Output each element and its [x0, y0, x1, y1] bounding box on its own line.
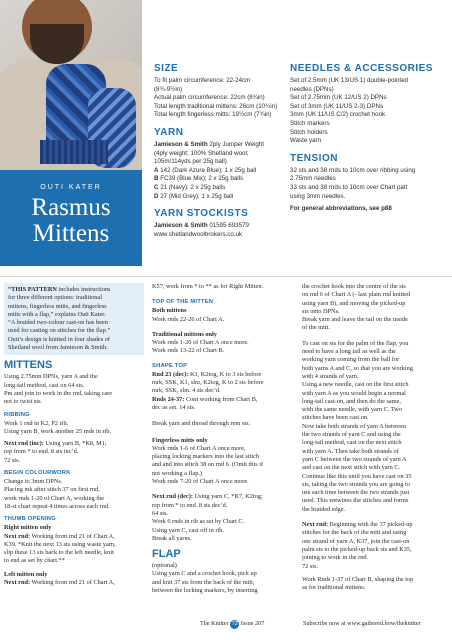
stockist-url[interactable]: www.shetlandwoolbrokers.co.uk: [154, 230, 243, 238]
intro-line: used for casting on stitches for the flap.”: [8, 327, 111, 335]
stockists-heading: YARN STOCKISTS: [154, 208, 249, 220]
body-line: working yarn coming from the ball for: [302, 356, 400, 364]
body-line: sts, taking the two strands you are going to: [302, 480, 410, 488]
yarn-line: 105m/114yds per 25g ball): [154, 158, 227, 166]
body-line: stitches have been cast on.: [302, 414, 369, 422]
needles-line: Set of 3mm (UK 11/US 2-3) DPNs: [290, 102, 384, 110]
intro-line: Shetland wool from Jamieson & Smith.: [8, 344, 108, 352]
body-line: [152, 493, 292, 501]
step-label: Rnds 24-37:: [152, 395, 185, 403]
size-section: [154, 64, 284, 120]
step-label: Next rnd:: [4, 532, 31, 540]
needles-section: [290, 64, 448, 146]
body-line: long-tail cast-on, and then do the same,: [302, 397, 401, 405]
yarn-color-line: [154, 184, 284, 193]
body-line: with 4 strands of yarn.: [302, 372, 359, 380]
body-line: To cast on sts for the palm of the flap, you: [302, 339, 409, 347]
yarn-heading: YARN: [154, 126, 184, 138]
body-line: between the locking markers, by inserting: [152, 587, 258, 595]
model-photo: [0, 0, 142, 170]
body-line: Work rnds 1-6 of Chart A once more,: [152, 444, 246, 452]
body-line: on rnd 6 of Chart A (- last plain rnd knitted: [302, 291, 411, 299]
body-line: 72 sts.: [302, 562, 319, 570]
left-mitten-label: Left mitten only: [4, 570, 48, 578]
pattern-title-line: Mittens: [32, 220, 110, 247]
body-line: Work rnds 13-22 of Chart B.: [152, 347, 225, 355]
body-line: and cast on the next stitch with yarn C.: [302, 464, 401, 472]
stockist-brand: Jamieson & Smith: [154, 222, 208, 230]
needles-line: Waste yarn: [290, 137, 322, 145]
size-line: (8¾-9½in): [154, 85, 183, 93]
body-line: [4, 533, 144, 541]
body-line: mrk, SSK, slm. 4 sts dec’d.: [152, 387, 221, 395]
body-line: sts onto DPNs.: [302, 307, 340, 315]
body-line: with yarn A as you would begin a normal: [302, 389, 406, 397]
body-line: Using yarn B, work another 25 rnds in rib.: [4, 427, 112, 435]
body-line: Work Rnds 1-37 of Chart B, shaping the top: [302, 575, 414, 583]
yarn-color-line: [154, 167, 284, 176]
size-line: Actual palm circumference: 22cm (8¾in): [154, 94, 265, 102]
body-line: Work rnds 7-20 of Chart A once more.: [152, 478, 249, 486]
body-line: one strand of yarn A, K37, join the cast-on: [302, 537, 410, 545]
body-line: need to have a long tail as well as the: [302, 348, 396, 356]
needles-line: Set of 2.75mm (UK 12/US 2) DPNs: [290, 94, 387, 102]
yarn-line-rest: 2ply Jumper Weight: [207, 140, 264, 148]
body-line: not working a flap.): [152, 469, 203, 477]
traditional-label: Traditional mittens only: [152, 330, 217, 338]
body-line: Using yarn C, cast off in rib.: [152, 526, 224, 534]
step-label: Next rnd (inc):: [4, 440, 44, 448]
body-line: (optional): [152, 562, 177, 570]
body-line: Using 2.75mm DPNs, yarn A and the: [4, 373, 98, 381]
body-line: Work rnds 22-26 of Chart A.: [152, 315, 225, 323]
intro-line: Outi’s design is knitted in four shades of: [8, 335, 110, 343]
body-line: 64 sts.: [152, 509, 169, 517]
intro-line: mitts with a flap,” explains Outi Kater.: [8, 310, 106, 318]
needles-tension-column: [290, 64, 448, 222]
step-label: Rnd 23 (dec):: [152, 370, 189, 378]
size-yarn-column: [154, 64, 284, 247]
pattern-title: [0, 195, 142, 247]
body-line: as for traditional mittens.: [302, 584, 366, 592]
intro-line: “A braided two-colour cast-on has been: [8, 319, 108, 327]
mittens-heading: MITTENS: [4, 359, 53, 372]
intro-line: for three different options: traditional: [8, 294, 102, 302]
yarn-brand: Jamieson & Smith: [154, 140, 208, 148]
body-line: Now take both strands of yarn A between: [302, 422, 407, 430]
body-line: [152, 396, 292, 404]
size-line: To fit palm circumference: 22-24cm: [154, 77, 251, 84]
fingerless-label: Fingerless mitts only: [152, 436, 208, 444]
pattern-title-line: Rasmus: [31, 194, 111, 221]
body-line: stitches for the back of the mitt and using: [302, 529, 407, 537]
body-line: not to twist sts.: [4, 398, 43, 406]
tension-heading: TENSION: [290, 152, 338, 164]
body-line: Break all yarns.: [152, 534, 192, 542]
body-line: and and into stitch 38 on rnd 6. (Omit this if: [152, 461, 264, 469]
intro-line: [8, 286, 140, 294]
tension-line: using 3mm needles.: [290, 192, 346, 200]
body-line: rep from * to end. 8 sts dec’d.: [152, 501, 228, 509]
tension-line: 32 sts and 38 rnds to 10cm over ribbing using: [290, 166, 416, 174]
needles-heading: NEEDLES & ACCESSORIES: [290, 63, 433, 74]
body-column-2: [152, 283, 292, 595]
yarn-color-line: [154, 175, 284, 184]
flap-heading: FLAP: [152, 548, 181, 561]
beard-shape: [30, 24, 84, 64]
title-box: [0, 170, 142, 266]
color-text: 27 (Mid Grey); 1 x 25g ball: [158, 192, 234, 200]
shape-top-heading: SHAPE TOP: [152, 362, 188, 369]
body-line: Change to 3mm DPNs.: [4, 478, 63, 486]
needles-line: Stitch holders: [290, 128, 328, 136]
footer-left: [200, 620, 264, 629]
body-line: [152, 371, 292, 379]
body-line: Work 6 rnds in rib as set by Chart C.: [152, 518, 245, 526]
body-line: K57, work from * to ** as for Right Mitten.: [152, 283, 264, 290]
step-text: Working from rnd 21 of Chart A,: [30, 532, 115, 540]
stockists-section: [154, 209, 284, 239]
body-line: joining to work in the rnd.: [302, 554, 369, 562]
body-line: Using yarn C and a crochet hook, pick up: [152, 570, 257, 578]
step-label: Next rnd:: [4, 579, 31, 587]
body-line: work rnds 1-20 of Chart A, working the: [4, 494, 105, 502]
body-line: both yarns A and C, so that you are working: [302, 364, 413, 372]
yarn-section: [154, 128, 284, 201]
thumb-heading: THUMB OPENING: [4, 516, 56, 523]
body-line: with yarn A. Then take both strands of: [302, 447, 399, 455]
stockist-phone: 01595 693579: [207, 222, 249, 230]
abbreviations-note: For general abbreviations, see p88: [290, 205, 392, 213]
tension-line: 33 sts and 38 rnds to 10cm over Chart patt: [290, 183, 408, 191]
body-column-1: [4, 283, 144, 587]
step-text: Using yarn B, *K8, M1;: [43, 440, 107, 448]
body-line: rep from * to end. 8 sts inc’d.: [4, 448, 79, 456]
intro-line: mittens, fingerless mitts, and fingerless: [8, 302, 107, 310]
step-text: Using yarn C, *K7, K2tog;: [192, 493, 263, 501]
body-line: with the same needle, with yarn C. Two: [302, 406, 402, 414]
size-line: Total length traditional mittens: 26cm (10¼in): [154, 102, 278, 110]
step-label: Next rnd:: [302, 521, 329, 529]
body-line: palm sts to the picked-up back sts and K35,: [302, 545, 412, 553]
intro-box: [4, 283, 144, 355]
body-line: Break yarn and thread through rem sts.: [152, 420, 251, 428]
body-line: using yarn B), and moving the picked-up: [302, 299, 406, 307]
body-line: Continue like this until you have cast on 35: [302, 472, 412, 480]
body-line: mrk, SSK, K1, slm, K2tog, K to 2 sts before: [152, 379, 264, 387]
body-line: yarn C between the two strands of yarn A: [302, 455, 407, 463]
step-text: K1, K2tog, K to 3 sts before: [188, 370, 262, 378]
mitten-cuff-shape: [40, 140, 108, 164]
body-line: Placing mk after stitch 37 on first rnd,: [4, 486, 100, 494]
body-line: Using a new needle, cast on the first stitch: [302, 381, 409, 389]
body-line: and knit 37 sts from the back of the mitt,: [152, 578, 255, 586]
body-line: Work 1 rnd in K2, P2 rib.: [4, 419, 69, 427]
step-text: Beginning with the 37 picked-up: [328, 521, 413, 529]
body-line: of the mitt.: [302, 324, 330, 332]
body-line: 72 sts.: [4, 456, 21, 464]
color-text: 142 (Dark Azure Blue); 1 x 25g ball: [158, 166, 257, 174]
ribbing-heading: RIBBING: [4, 411, 30, 418]
needles-line: Stitch markers: [290, 119, 330, 127]
colourwork-heading: BEGIN COLOURWORK: [4, 470, 71, 477]
right-mitten-label: Right mitten only: [4, 524, 52, 532]
body-line: Break yarn and leave the tail on the inside: [302, 316, 408, 324]
body-column-3: [302, 283, 448, 592]
body-line: placing locking markers into the last stitch: [152, 453, 260, 461]
color-letter: D: [154, 192, 159, 200]
body-line: [4, 440, 144, 448]
body-line: used. This entwines the stitches and forms: [302, 497, 409, 505]
yarn-line: (4ply weight; 100% Shetland wool;: [154, 149, 249, 157]
step-label: Next rnd (dec):: [152, 493, 193, 501]
body-line: the braided edge.: [302, 505, 346, 513]
stockist-line: [154, 222, 284, 231]
yarn-color-line: [154, 193, 284, 202]
yarn-line: [154, 141, 284, 150]
body-line: slip these 13 sts back to the left needle, knit: [4, 549, 114, 557]
step-text: Working from rnd 21 of Chart A,: [30, 579, 115, 587]
intro-lead: “THIS PATTERN: [8, 286, 57, 293]
needles-line: Set of 2.5mm (UK 13/US 1) double-pointed: [290, 77, 408, 84]
body-line: use each time between the two strands just: [302, 489, 410, 497]
tension-line: 2.75mm needles: [290, 175, 336, 183]
body-line: long-tail method, cast on 64 sts.: [4, 381, 85, 389]
body-line: Work rnds 1-20 of Chart A once more.: [152, 339, 249, 347]
color-text: 21 (Navy); 2 x 25g balls: [158, 183, 226, 191]
designer-name: OUTI KATER: [40, 184, 102, 191]
color-letter: B: [154, 175, 159, 183]
body-line: [302, 521, 448, 529]
size-line: Total length fingerless mitts: 19½cm (7¾in): [154, 111, 272, 119]
body-line: Pm and join to work in the rnd, taking care: [4, 389, 113, 397]
body-line: dec as set. 14 sts.: [152, 403, 196, 411]
body-line: long-tail method, cast on the next stitch: [302, 439, 402, 447]
body-line: the crochet hook into the centre of the sts: [302, 283, 406, 290]
body-line: 18-st chart repeat 4 times across each rnd.: [4, 502, 110, 510]
body-line: [4, 579, 144, 587]
color-letter: A: [154, 166, 159, 174]
color-letter: C: [154, 183, 159, 191]
needles-line: 3mm (UK 11/US C/2) crochet hook: [290, 111, 386, 119]
tension-section: [290, 154, 448, 214]
body-line: to end as set by chart.**: [4, 557, 65, 565]
needles-line: needles (DPNs): [290, 85, 334, 93]
body-line: K39. *Knit the next 13 sts using waste yarn,: [4, 540, 116, 548]
both-mittens-label: Both mittens: [152, 307, 187, 315]
page-number: 72: [231, 621, 238, 627]
intro-rest: includes instructions: [56, 286, 111, 293]
section-divider: [0, 276, 452, 277]
color-text: FC39 (Blue Mix); 2 x 25g balls: [158, 175, 244, 183]
body-line: the two strands of yarn C and using the: [302, 431, 401, 439]
step-text: Cont working from Chart B,: [184, 395, 258, 403]
issue-number: Issue 207: [240, 620, 265, 627]
size-heading: SIZE: [154, 63, 179, 74]
top-mitten-heading: TOP OF THE MITTEN: [152, 299, 214, 306]
subscribe-link[interactable]: Subscribe now at www.gathered.how/theknitter: [303, 620, 421, 627]
magazine-name: The Knitter: [200, 620, 229, 627]
